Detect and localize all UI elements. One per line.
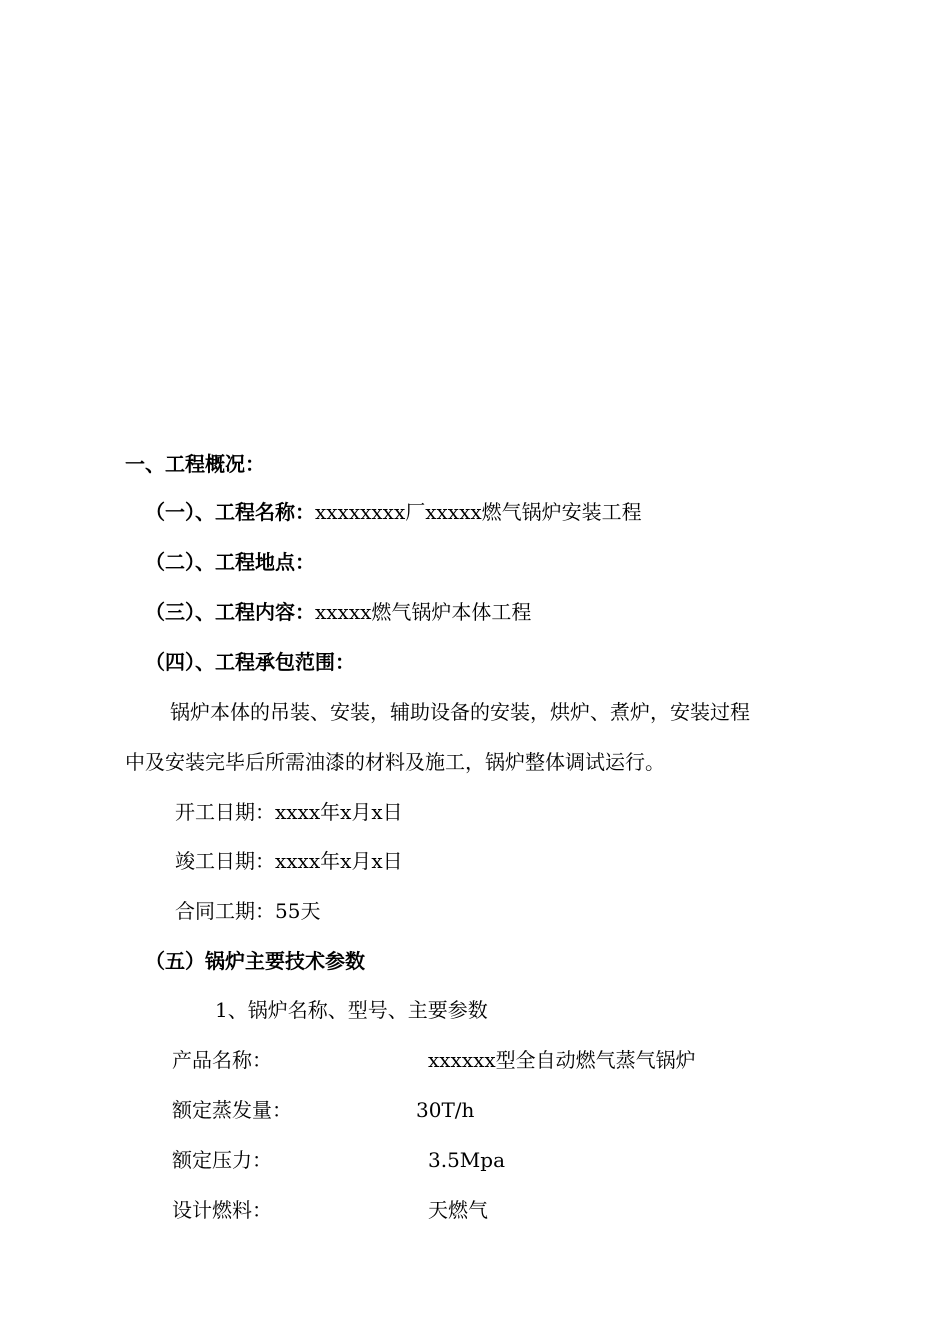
param-label-rated-pressure: 额定压力： <box>172 1148 272 1172</box>
param-value-rated-pressure: 3.5Mpa <box>428 1148 506 1172</box>
project-content-value: xxxxx燃气锅炉本体工程 <box>315 600 532 624</box>
contract-period: 合同工期：55天 <box>175 899 321 923</box>
param-value-rated-evaporation: 30T/h <box>416 1098 475 1122</box>
project-name-value: xxxxxxxx厂xxxxx燃气锅炉安装工程 <box>315 500 642 524</box>
tech-params-heading: （五）锅炉主要技术参数 <box>145 949 365 973</box>
project-content-label: （三）、工程内容： <box>145 600 315 624</box>
param-label-product-name: 产品名称： <box>172 1048 272 1072</box>
scope-text-line2: 中及安装完毕后所需油漆的材料及施工，锅炉整体调试运行。 <box>125 750 665 774</box>
project-scope-label: （四）、工程承包范围： <box>145 650 355 674</box>
project-name-label: （一）、工程名称： <box>145 500 315 524</box>
param-label-design-fuel: 设计燃料： <box>172 1198 272 1222</box>
param-label-rated-evaporation: 额定蒸发量： <box>172 1098 292 1122</box>
scope-text-line1: 锅炉本体的吊装、安装，辅助设备的安装，烘炉、煮炉，安装过程 <box>170 700 750 724</box>
project-content-row <box>145 598 531 626</box>
project-name-row <box>145 498 642 526</box>
param-value-product-name: xxxxxx型全自动燃气蒸气锅炉 <box>428 1048 696 1072</box>
section-heading: 一、工程概况： <box>125 452 265 476</box>
start-date: 开工日期：xxxx年x月x日 <box>175 800 403 824</box>
end-date: 竣工日期：xxxx年x月x日 <box>175 849 403 873</box>
param-value-design-fuel: 天燃气 <box>428 1198 488 1222</box>
project-location-label: （二）、工程地点： <box>145 550 315 574</box>
tech-params-subheading: 1、锅炉名称、型号、主要参数 <box>215 998 488 1022</box>
